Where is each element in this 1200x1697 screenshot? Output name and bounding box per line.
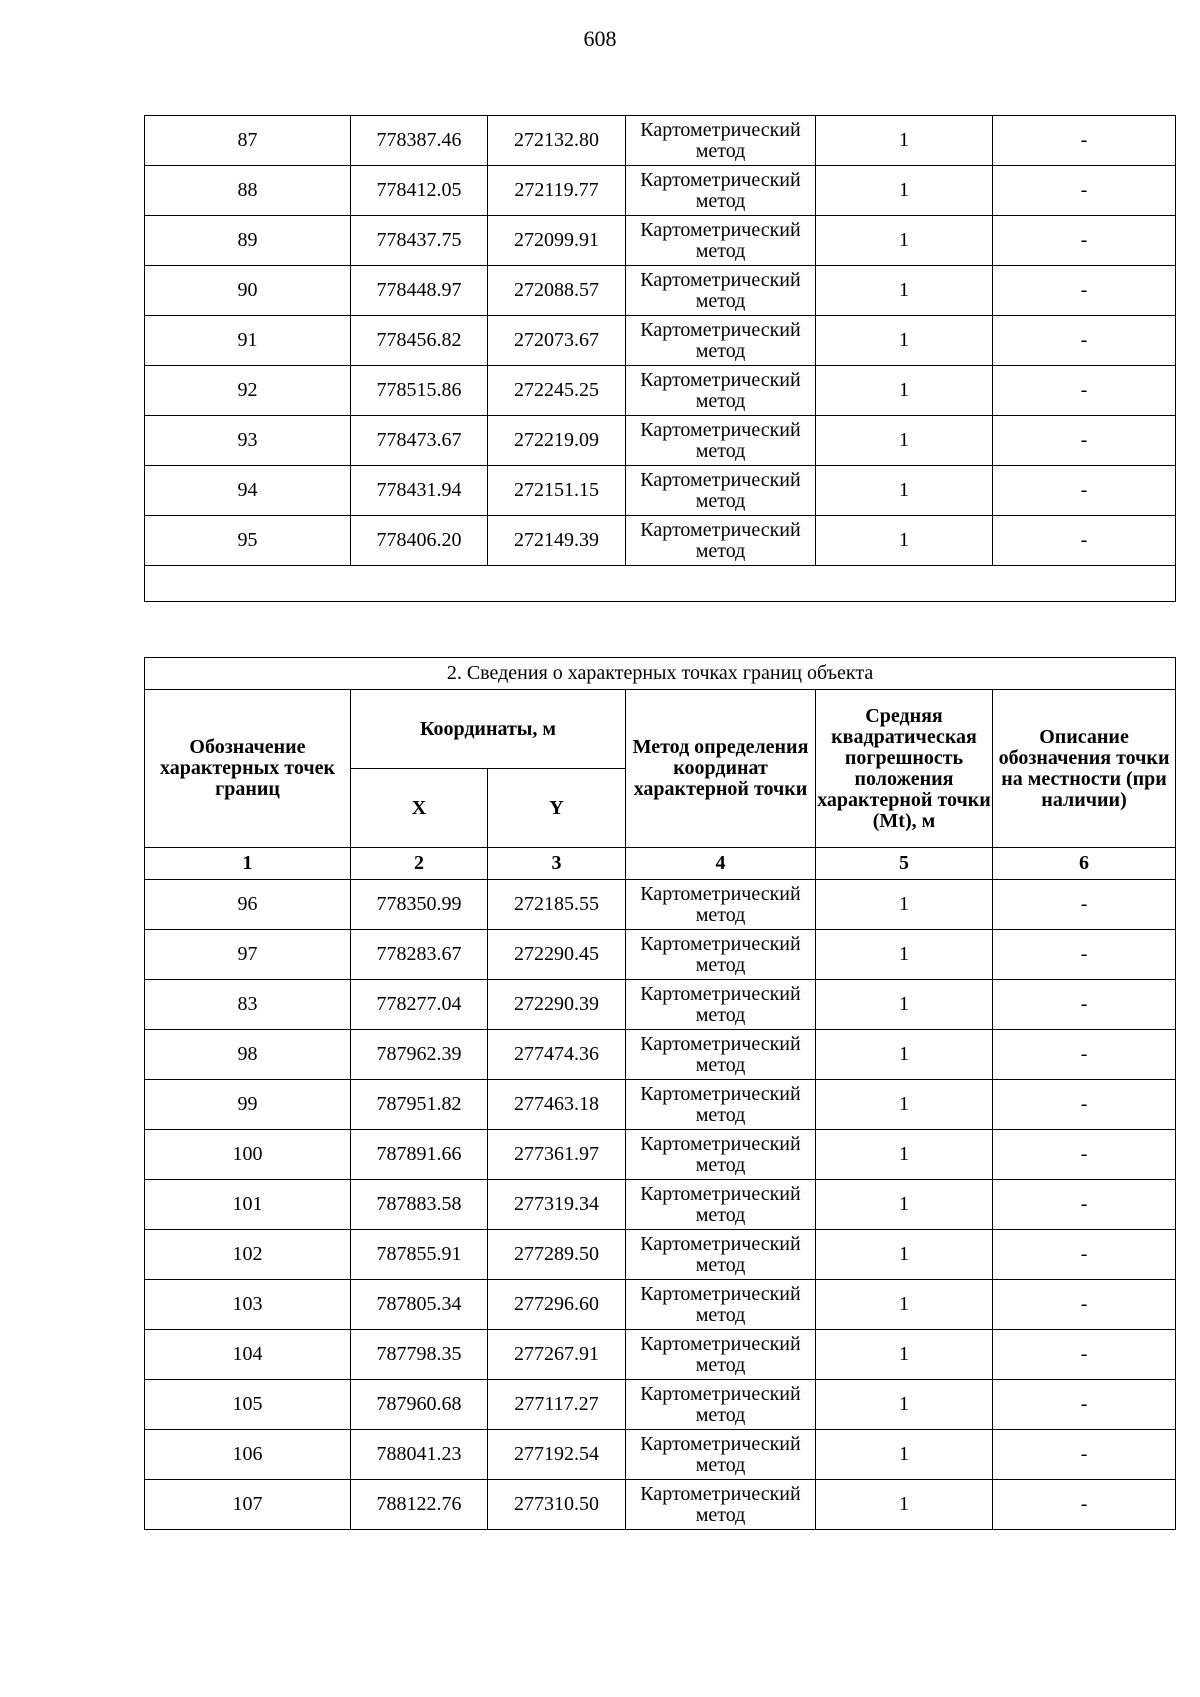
method-cell	[626, 1380, 816, 1430]
table-row	[145, 266, 1176, 316]
point-cell: 95	[145, 516, 351, 566]
method-line-1: Картометрический	[640, 1282, 801, 1305]
mean-error-cell: 1	[816, 980, 993, 1030]
table-row	[145, 416, 1176, 466]
method-cell	[626, 366, 816, 416]
method-cell	[626, 980, 816, 1030]
method-line-2: метод	[695, 1203, 746, 1226]
mean-error-cell: 1	[816, 1230, 993, 1280]
table-row	[145, 1480, 1176, 1530]
method-line-1: Картометрический	[640, 882, 801, 905]
mean-error-cell: 1	[816, 1030, 993, 1080]
method-line-2: метод	[695, 1353, 746, 1376]
point-cell: 105	[145, 1380, 351, 1430]
method-cell	[626, 316, 816, 366]
method-line-2: метод	[695, 289, 746, 312]
y-cell: 272132.80	[488, 116, 626, 166]
mean-error-cell: 1	[816, 1130, 993, 1180]
mean-error-cell: 1	[816, 116, 993, 166]
description-cell: -	[993, 1330, 1176, 1380]
point-cell: 91	[145, 316, 351, 366]
mean-error-cell: 1	[816, 366, 993, 416]
description-cell: -	[993, 1380, 1176, 1430]
y-cell: 272290.45	[488, 930, 626, 980]
method-line-1: Картометрический	[640, 1082, 801, 1105]
point-cell: 89	[145, 216, 351, 266]
x-cell: 778277.04	[351, 980, 488, 1030]
boundary-points-table	[144, 657, 1176, 1530]
y-cell: 272185.55	[488, 880, 626, 930]
x-cell: 787962.39	[351, 1030, 488, 1080]
point-cell: 92	[145, 366, 351, 416]
method-cell	[626, 1030, 816, 1080]
description-cell: -	[993, 266, 1176, 316]
method-cell	[626, 466, 816, 516]
table-row	[145, 1330, 1176, 1380]
method-line-2: метод	[695, 953, 746, 976]
point-cell: 93	[145, 416, 351, 466]
table-row	[145, 166, 1176, 216]
method-line-1: Картометрический	[640, 268, 801, 291]
table-row	[145, 466, 1176, 516]
header-x: X	[351, 769, 488, 848]
points-table-continued	[144, 115, 1176, 602]
description-cell: -	[993, 1430, 1176, 1480]
method-line-2: метод	[695, 439, 746, 462]
column-number: 1	[145, 848, 351, 880]
header-method: Метод определения координат характерной точки	[626, 690, 816, 848]
method-cell	[626, 116, 816, 166]
point-cell: 99	[145, 1080, 351, 1130]
table-row	[145, 366, 1176, 416]
table-row	[145, 1230, 1176, 1280]
page-number: 608	[583, 26, 617, 51]
description-cell: -	[993, 466, 1176, 516]
point-cell: 104	[145, 1330, 351, 1380]
method-cell	[626, 1080, 816, 1130]
method-line-1: Картометрический	[640, 318, 801, 341]
mean-error-cell: 1	[816, 1180, 993, 1230]
column-number: 6	[993, 848, 1176, 880]
method-line-2: метод	[695, 1003, 746, 1026]
method-line-1: Картометрический	[640, 118, 801, 141]
table-row	[145, 1080, 1176, 1130]
table-row	[145, 316, 1176, 366]
method-line-1: Картометрический	[640, 1182, 801, 1205]
method-line-2: метод	[695, 1153, 746, 1176]
method-line-2: метод	[695, 389, 746, 412]
y-cell: 272149.39	[488, 516, 626, 566]
y-cell: 277267.91	[488, 1330, 626, 1380]
table-row	[145, 1430, 1176, 1480]
y-cell: 277296.60	[488, 1280, 626, 1330]
y-cell: 277310.50	[488, 1480, 626, 1530]
point-cell: 83	[145, 980, 351, 1030]
description-cell: -	[993, 116, 1176, 166]
point-cell: 98	[145, 1030, 351, 1080]
y-cell: 277361.97	[488, 1130, 626, 1180]
method-line-1: Картометрический	[640, 468, 801, 491]
method-line-2: метод	[695, 189, 746, 212]
x-cell: 787891.66	[351, 1130, 488, 1180]
x-cell: 778283.67	[351, 930, 488, 980]
point-cell: 100	[145, 1130, 351, 1180]
mean-error-cell: 1	[816, 1330, 993, 1380]
method-cell	[626, 1280, 816, 1330]
method-cell	[626, 1330, 816, 1380]
point-cell: 90	[145, 266, 351, 316]
method-line-2: метод	[695, 339, 746, 362]
method-cell	[626, 166, 816, 216]
x-cell: 778448.97	[351, 266, 488, 316]
x-cell: 787960.68	[351, 1380, 488, 1430]
description-cell: -	[993, 366, 1176, 416]
method-line-1: Картометрический	[640, 1432, 801, 1455]
method-cell	[626, 1430, 816, 1480]
description-cell: -	[993, 316, 1176, 366]
method-line-2: метод	[695, 1303, 746, 1326]
method-cell	[626, 930, 816, 980]
method-cell	[626, 1130, 816, 1180]
column-number: 2	[351, 848, 488, 880]
description-cell: -	[993, 1030, 1176, 1080]
x-cell: 787951.82	[351, 1080, 488, 1130]
method-line-2: метод	[695, 903, 746, 926]
column-number: 5	[816, 848, 993, 880]
mean-error-cell: 1	[816, 166, 993, 216]
x-cell: 778473.67	[351, 416, 488, 466]
method-line-2: метод	[695, 239, 746, 262]
method-line-1: Картометрический	[640, 418, 801, 441]
table-row	[145, 1380, 1176, 1430]
method-line-1: Картометрический	[640, 1132, 801, 1155]
mean-error-cell: 1	[816, 316, 993, 366]
y-cell: 272119.77	[488, 166, 626, 216]
description-cell: -	[993, 1130, 1176, 1180]
header-point-designation: Обозначение характерных точек границ	[145, 690, 351, 848]
method-line-2: метод	[695, 139, 746, 162]
x-cell: 778456.82	[351, 316, 488, 366]
y-cell: 277474.36	[488, 1030, 626, 1080]
x-cell: 778350.99	[351, 880, 488, 930]
column-number: 4	[626, 848, 816, 880]
mean-error-cell: 1	[816, 880, 993, 930]
mean-error-cell: 1	[816, 266, 993, 316]
description-cell: -	[993, 1230, 1176, 1280]
point-cell: 94	[145, 466, 351, 516]
header-mean-error: Средняя квадратическая погрешность положения характерной точки (Mt), м	[816, 690, 993, 848]
y-cell: 272088.57	[488, 266, 626, 316]
mean-error-cell: 1	[816, 516, 993, 566]
y-cell: 272290.39	[488, 980, 626, 1030]
y-cell: 277192.54	[488, 1430, 626, 1480]
x-cell: 788122.76	[351, 1480, 488, 1530]
y-cell: 277289.50	[488, 1230, 626, 1280]
table-row	[145, 1030, 1176, 1080]
x-cell: 778515.86	[351, 366, 488, 416]
points-table-continued-body	[145, 116, 1176, 602]
description-cell: -	[993, 930, 1176, 980]
y-cell: 272151.15	[488, 466, 626, 516]
table-row	[145, 116, 1176, 166]
method-cell	[626, 1230, 816, 1280]
description-cell: -	[993, 166, 1176, 216]
x-cell: 778406.20	[351, 516, 488, 566]
table-row	[145, 1130, 1176, 1180]
point-cell: 88	[145, 166, 351, 216]
method-cell	[626, 266, 816, 316]
method-line-1: Картометрический	[640, 1332, 801, 1355]
table-row	[145, 1280, 1176, 1330]
method-line-2: метод	[695, 1253, 746, 1276]
mean-error-cell: 1	[816, 416, 993, 466]
x-cell: 787798.35	[351, 1330, 488, 1380]
method-line-1: Картометрический	[640, 1382, 801, 1405]
table-row	[145, 216, 1176, 266]
empty-cell	[145, 566, 1176, 602]
method-line-1: Картометрический	[640, 368, 801, 391]
x-cell: 778431.94	[351, 466, 488, 516]
method-line-1: Картометрический	[640, 982, 801, 1005]
header-y: Y	[488, 769, 626, 848]
mean-error-cell: 1	[816, 1080, 993, 1130]
mean-error-cell: 1	[816, 1280, 993, 1330]
description-cell: -	[993, 1080, 1176, 1130]
description-cell: -	[993, 216, 1176, 266]
method-cell	[626, 416, 816, 466]
method-line-2: метод	[695, 1103, 746, 1126]
method-line-1: Картометрический	[640, 218, 801, 241]
x-cell: 788041.23	[351, 1430, 488, 1480]
x-cell: 778412.05	[351, 166, 488, 216]
y-cell: 277463.18	[488, 1080, 626, 1130]
description-cell: -	[993, 1480, 1176, 1530]
point-cell: 87	[145, 116, 351, 166]
method-line-1: Картометрический	[640, 1232, 801, 1255]
description-cell: -	[993, 880, 1176, 930]
method-line-2: метод	[695, 1503, 746, 1526]
y-cell: 272219.09	[488, 416, 626, 466]
description-cell: -	[993, 1280, 1176, 1330]
mean-error-cell: 1	[816, 466, 993, 516]
point-cell: 102	[145, 1230, 351, 1280]
header-coordinates: Координаты, м	[351, 690, 626, 769]
y-cell: 272245.25	[488, 366, 626, 416]
table-row	[145, 930, 1176, 980]
table-row	[145, 516, 1176, 566]
method-line-1: Картометрический	[640, 932, 801, 955]
method-line-1: Картометрический	[640, 1482, 801, 1505]
x-cell: 778387.46	[351, 116, 488, 166]
x-cell: 787883.58	[351, 1180, 488, 1230]
y-cell: 272073.67	[488, 316, 626, 366]
description-cell: -	[993, 1180, 1176, 1230]
mean-error-cell: 1	[816, 216, 993, 266]
x-cell: 787805.34	[351, 1280, 488, 1330]
point-cell: 107	[145, 1480, 351, 1530]
y-cell: 272099.91	[488, 216, 626, 266]
description-cell: -	[993, 416, 1176, 466]
table-row	[145, 880, 1176, 930]
method-line-2: метод	[695, 539, 746, 562]
method-line-1: Картометрический	[640, 1032, 801, 1055]
mean-error-cell: 1	[816, 1380, 993, 1430]
table-row	[145, 980, 1176, 1030]
mean-error-cell: 1	[816, 1430, 993, 1480]
mean-error-cell: 1	[816, 930, 993, 980]
y-cell: 277319.34	[488, 1180, 626, 1230]
method-line-1: Картометрический	[640, 518, 801, 541]
description-cell: -	[993, 980, 1176, 1030]
column-number: 3	[488, 848, 626, 880]
mean-error-cell: 1	[816, 1480, 993, 1530]
method-line-2: метод	[695, 1403, 746, 1426]
header-description: Описание обозначения точки на местности (при наличии)	[993, 690, 1176, 848]
method-line-1: Картометрический	[640, 168, 801, 191]
boundary-points-table-body	[145, 880, 1176, 1530]
y-cell: 277117.27	[488, 1380, 626, 1430]
table-row	[145, 1180, 1176, 1230]
method-line-2: метод	[695, 1053, 746, 1076]
x-cell: 778437.75	[351, 216, 488, 266]
method-line-2: метод	[695, 489, 746, 512]
method-line-2: метод	[695, 1453, 746, 1476]
method-cell	[626, 1180, 816, 1230]
point-cell: 106	[145, 1430, 351, 1480]
point-cell: 97	[145, 930, 351, 980]
method-cell	[626, 880, 816, 930]
method-cell	[626, 516, 816, 566]
method-cell	[626, 1480, 816, 1530]
empty-row	[145, 566, 1176, 602]
method-cell	[626, 216, 816, 266]
point-cell: 96	[145, 880, 351, 930]
point-cell: 103	[145, 1280, 351, 1330]
x-cell: 787855.91	[351, 1230, 488, 1280]
description-cell: -	[993, 516, 1176, 566]
table-caption: 2. Сведения о характерных точках границ объекта	[145, 658, 1176, 690]
point-cell: 101	[145, 1180, 351, 1230]
